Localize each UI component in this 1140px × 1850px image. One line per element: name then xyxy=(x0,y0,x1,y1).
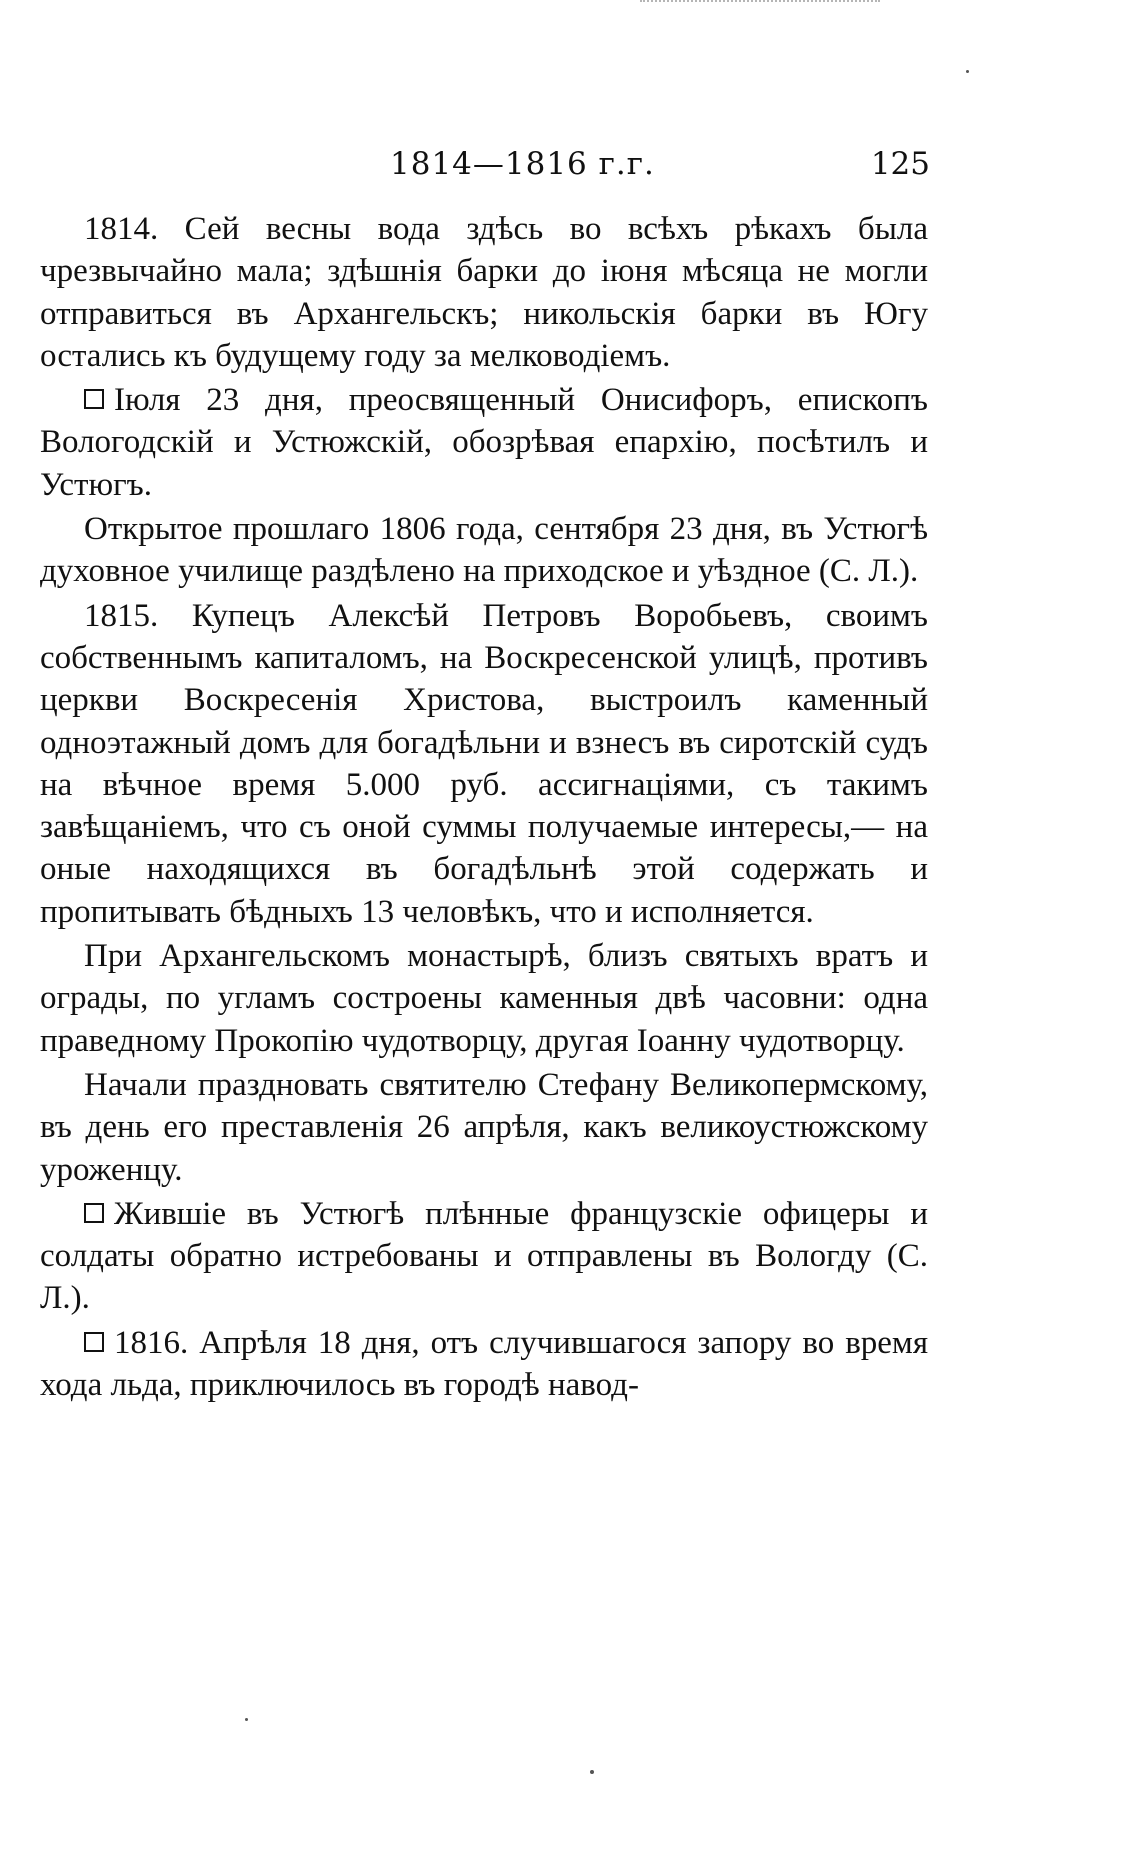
paragraph-text: Открытое прошлаго 1806 года, сентября 23 дня, въ Устюгѣ духовное училище раздѣлено на приходское и уѣздное (С. Л.). xyxy=(40,511,928,590)
paragraph-prisoners xyxy=(40,1193,928,1320)
paragraph-1815-almshouse xyxy=(40,595,928,933)
paragraph-text: Жившіе въ Устюгѣ плѣнные французскіе офицеры и солдаты обратно истребованы и отправлены въ Вологду (С. Л.). xyxy=(40,1195,928,1317)
paragraph-stefan xyxy=(40,1064,928,1191)
running-title: 1814—1816 г.г. xyxy=(390,146,655,182)
paragraph-text: 1816. Апрѣля 18 дня, отъ случившагося запору во время хода льда, приключилось въ городѣ навод- xyxy=(40,1324,928,1404)
paragraph-1816-flood xyxy=(40,1322,928,1407)
paragraph-text: При Архангельскомъ монастырѣ, близъ святыхъ вратъ и ограды, по угламъ состроены каменныя двѣ часовни: одна праведному Прокопію чудотворцу, другая Іоанну чудотворцу. xyxy=(40,938,928,1059)
paragraph-1814-water xyxy=(40,208,928,377)
scan-speck xyxy=(966,70,969,73)
square-marker-icon xyxy=(84,1332,104,1352)
scan-speck xyxy=(590,1770,594,1774)
page-header xyxy=(390,146,930,190)
scan-artifact xyxy=(640,0,880,5)
scan-speck xyxy=(245,1718,248,1721)
paragraph-text: Іюля 23 дня, преосвященный Онисифоръ, епископъ Вологодскій и Устюжскій, обозрѣвая епархію, посѣтилъ и Устюгъ. xyxy=(40,382,928,503)
paragraph-text: 1814. Сей весны вода здѣсь во всѣхъ рѣкахъ была чрезвычайно мала; здѣшнія барки до іюня мѣсяца не могли отправиться въ Архангельскъ; никольскія барки въ Югу остались къ будущему году за мелководіемъ. xyxy=(40,211,928,374)
square-marker-icon xyxy=(84,389,104,409)
paragraph-chapels xyxy=(40,935,928,1062)
paragraph-text: 1815. Купецъ Алексѣй Петровъ Воробьевъ, своимъ собственнымъ капиталомъ, на Воскресенской улицѣ, противъ церкви Воскресенія Христова, выстроилъ каменный одноэтажный домъ для богадѣльни и взнесъ въ сиротскій судъ на вѣчное время 5.000 руб. ассигнаціями, съ такимъ завѣщаніемъ, что съ оной суммы получаемые интересы,— на оные находящихся въ богадѣльнѣ этой содержать и пропитывать бѣдныхъ 13 человѣкъ, что и исполняется. xyxy=(40,597,928,930)
page-body xyxy=(40,208,928,1408)
paragraph-bishop-visit xyxy=(40,379,928,506)
paragraph-school xyxy=(40,508,928,593)
page-number: 125 xyxy=(870,146,930,182)
square-marker-icon xyxy=(84,1203,104,1223)
paragraph-text: Начали праздновать святителю Стефану Великопермскому, въ день его преставленія 26 апрѣля, какъ великоустюжскому уроженцу. xyxy=(40,1066,928,1188)
